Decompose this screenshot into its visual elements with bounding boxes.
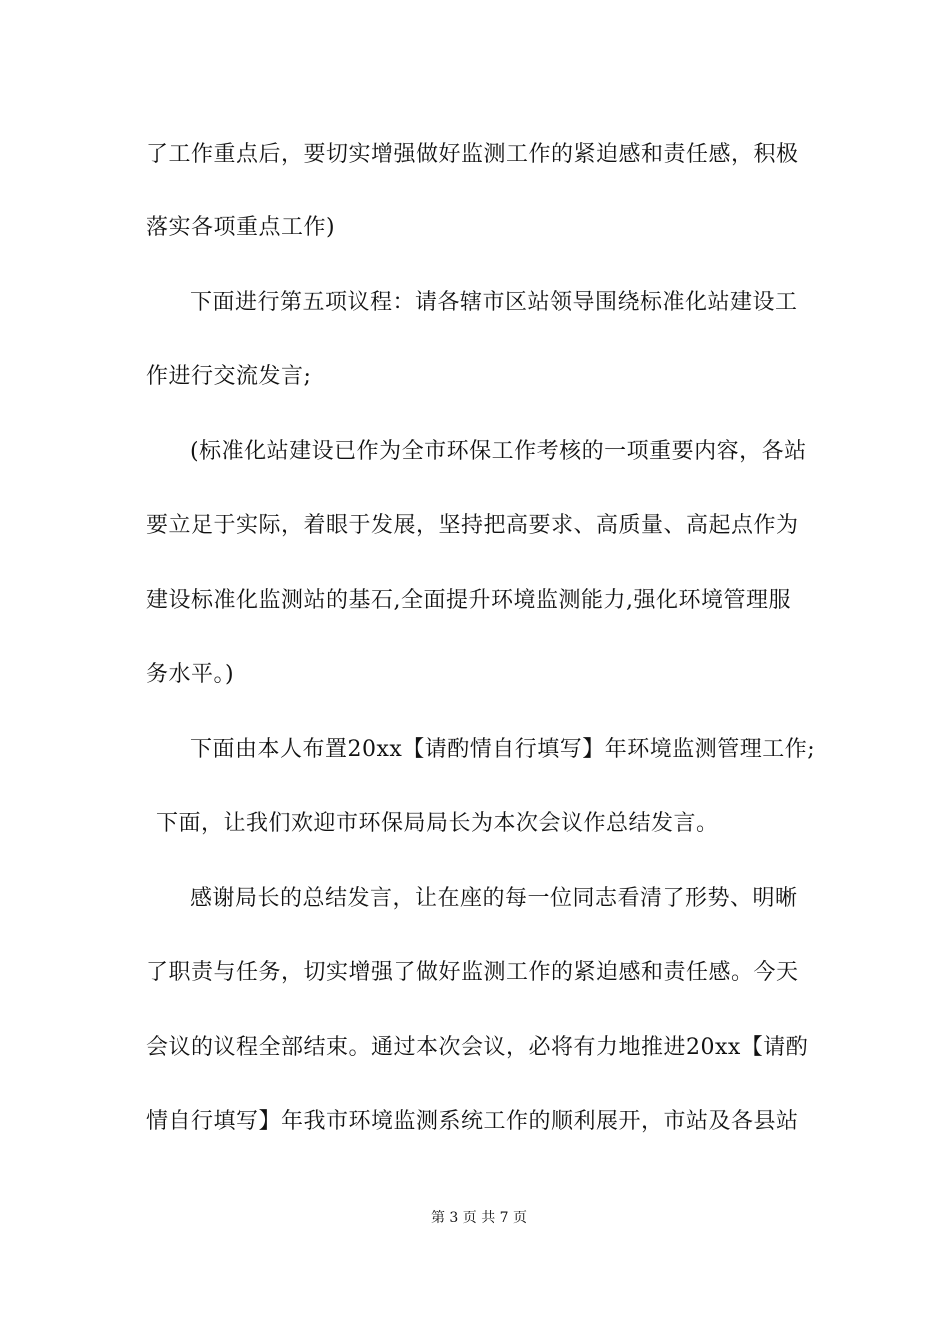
paragraph-line: (标准化站建设已作为全市环保工作考核的一项重要内容，各站: [190, 439, 807, 464]
paragraph-line: 落实各项重点工作): [146, 215, 336, 240]
paragraph-line: 感谢局长的总结发言，让在座的每一位同志看清了形势、明晰: [190, 886, 798, 911]
page-number-footer: 第 3 页 共 7 页: [430, 1210, 528, 1226]
paragraph-line: 建设标准化监测站的基石,全面提升环境监测能力,强化环境管理服: [146, 588, 791, 613]
paragraph-line: 了职责与任务，切实增强了做好监测工作的紧迫感和责任感。今天: [146, 960, 799, 985]
paragraph-line: 下面由本人布置20xx【请酌情自行填写】年环境监测管理工作;: [190, 737, 816, 762]
paragraph-line: 下面进行第五项议程：请各辖市区站领导围绕标准化站建设工: [190, 290, 798, 315]
paragraph-line: 情自行填写】年我市环境监测系统工作的顺利展开，市站及各县站: [146, 1109, 799, 1134]
paragraph-line: 要立足于实际，着眼于发展，坚持把高要求、高质量、高起点作为: [146, 513, 799, 538]
paragraph-line: 了工作重点后，要切实增强做好监测工作的紧迫感和责任感，积极: [146, 142, 799, 167]
paragraph-line: 下面，让我们欢迎市环保局局长为本次会议作总结发言。: [156, 811, 719, 836]
paragraph-line: 会议的议程全部结束。通过本次会议，必将有力地推进20xx【请酌: [146, 1035, 809, 1060]
paragraph-line: 务水平。): [146, 662, 235, 687]
paragraph-line: 作进行交流发言;: [146, 364, 312, 389]
